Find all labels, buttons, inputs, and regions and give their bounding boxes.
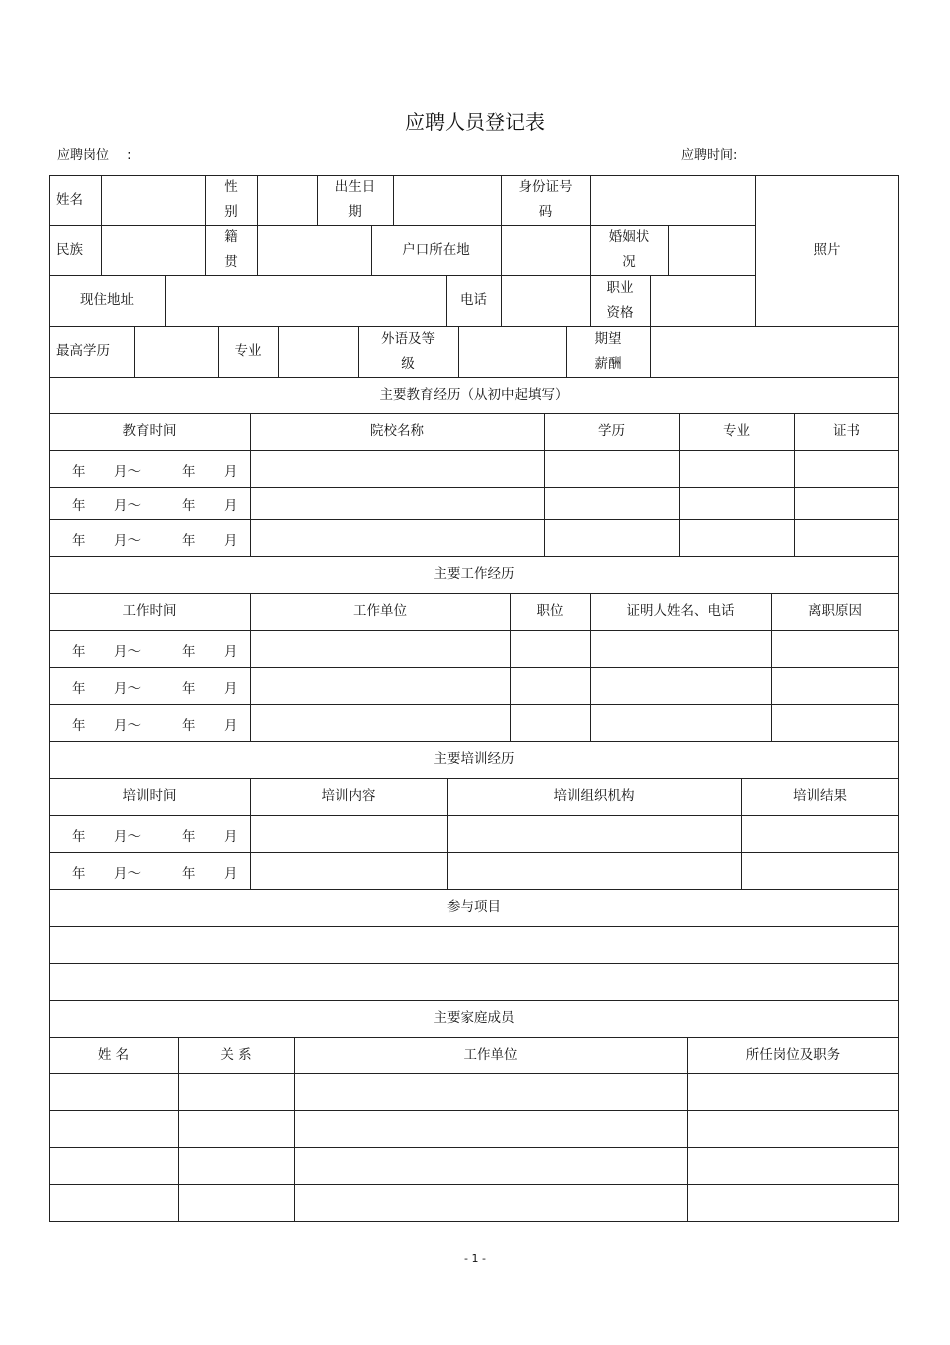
work-col-0: 工作时间 <box>122 603 177 619</box>
family-col-2: 工作单位 <box>463 1046 518 1063</box>
work-row-3-date-y1: 年 <box>72 717 86 734</box>
family-row-1-cell-1[interactable] <box>178 1073 294 1110</box>
training-row-2-cell-1[interactable] <box>250 852 447 889</box>
training-col-2: 培训组织机构 <box>553 788 635 804</box>
education-col-3: 专业 <box>723 423 750 439</box>
education-col-2: 学历 <box>598 423 625 439</box>
training-row-2-date-y1: 年 <box>72 865 86 882</box>
label-id-number-line-2: 码 <box>538 204 553 220</box>
work-row-1-date-y1: 年 <box>72 643 86 660</box>
projects-input-2[interactable] <box>49 963 899 1000</box>
education-row-2-date-m1: 月～ <box>114 498 141 514</box>
label-language-line-2: 级 <box>401 355 415 372</box>
education-row-1-cell-3[interactable] <box>679 450 794 487</box>
work-row-3-cell-1[interactable] <box>250 704 510 741</box>
work-row-1-cell-4[interactable] <box>771 630 899 667</box>
family-row-4-cell-1[interactable] <box>178 1184 294 1221</box>
education-row-3-date-m1: 月～ <box>114 532 141 549</box>
major-input[interactable] <box>278 326 358 377</box>
label-native-place-line-1: 籍 <box>224 229 238 245</box>
time-label: 应聘时间: <box>681 148 738 163</box>
work-col-3: 证明人姓名、电话 <box>626 603 735 619</box>
label-expected-salary-line-1: 期望 <box>594 330 622 347</box>
label-birth-line-1: 出生日 <box>334 179 376 195</box>
work-row-3-cell-2[interactable] <box>510 704 590 741</box>
training-col-1: 培训内容 <box>321 788 376 804</box>
training-col-0: 培训时间 <box>122 788 177 804</box>
education-row-2-cell-2[interactable] <box>544 487 679 519</box>
projects-section-title: 参与项目 <box>447 899 501 915</box>
work-section-title: 主要工作经历 <box>433 566 515 582</box>
training-row-1-date-m2: 月 <box>224 828 238 845</box>
label-expected-salary-line-2: 薪酬 <box>594 355 622 372</box>
language-input[interactable] <box>458 326 566 377</box>
training-row-2-date-m1: 月～ <box>114 865 141 882</box>
education-row-1-date-y2: 年 <box>182 463 196 480</box>
label-id-number <box>501 175 590 225</box>
address-input[interactable] <box>165 275 446 326</box>
family-section-title: 主要家庭成员 <box>433 1010 515 1026</box>
education-row-2-date-y2: 年 <box>182 498 196 514</box>
education-row-3-cell-2[interactable] <box>544 519 679 556</box>
label-birth-line-2: 期 <box>348 204 362 220</box>
label-name: 姓名 <box>56 191 83 208</box>
label-expected-salary <box>566 326 650 377</box>
native-place-input[interactable] <box>257 225 371 275</box>
work-row-3-date-y2: 年 <box>182 717 196 734</box>
training-row-1-cell-3[interactable] <box>741 815 899 852</box>
label-marital-status-line-1: 婚姻状 <box>608 229 650 245</box>
work-row-2-cell-1[interactable] <box>250 667 510 704</box>
training-section-title: 主要培训经历 <box>433 751 515 767</box>
work-row-2-date-y1: 年 <box>72 680 86 697</box>
label-qualification <box>590 275 650 326</box>
family-row-2-cell-1[interactable] <box>178 1110 294 1147</box>
family-row-3-cell-1[interactable] <box>178 1147 294 1184</box>
education-row-1-date-m2: 月 <box>224 463 238 480</box>
salary-input[interactable] <box>650 326 899 377</box>
label-ethnicity: 民族 <box>56 241 83 258</box>
family-col-0: 姓 名 <box>97 1046 130 1063</box>
label-native-place-line-2: 贯 <box>224 254 238 270</box>
family-row-4-cell-3[interactable] <box>687 1184 899 1221</box>
education-col-0: 教育时间 <box>122 423 177 439</box>
education-input[interactable] <box>134 326 218 377</box>
work-row-3-date-m2: 月 <box>224 717 238 734</box>
education-row-3-cell-3[interactable] <box>679 519 794 556</box>
work-row-2-cell-2[interactable] <box>510 667 590 704</box>
page-title: 应聘人员登记表 <box>405 110 545 134</box>
work-row-3-cell-4[interactable] <box>771 704 899 741</box>
education-row-1-cell-2[interactable] <box>544 450 679 487</box>
work-col-4: 离职原因 <box>808 603 862 619</box>
work-row-1-cell-2[interactable] <box>510 630 590 667</box>
label-gender <box>205 175 257 225</box>
work-row-3-date-m1: 月～ <box>114 717 141 734</box>
education-col-1: 院校名称 <box>370 423 424 439</box>
label-gender-line-1: 性 <box>224 179 238 195</box>
projects-input-1[interactable] <box>49 926 899 963</box>
family-col-1: 关 系 <box>220 1046 252 1063</box>
education-row-2-cell-3[interactable] <box>679 487 794 519</box>
work-row-2-date-m2: 月 <box>224 680 238 697</box>
family-row-3-cell-0[interactable] <box>49 1147 178 1184</box>
training-row-2-date-m2: 月 <box>224 865 238 882</box>
gender-input[interactable] <box>257 175 317 225</box>
education-section-title: 主要教育经历（从初中起填写） <box>379 386 569 403</box>
education-col-4: 证书 <box>833 423 860 439</box>
work-col-2: 职位 <box>536 603 564 619</box>
education-row-2-date-y1: 年 <box>72 498 86 514</box>
label-language <box>358 326 458 377</box>
education-row-1-date-m1: 月～ <box>114 463 141 480</box>
family-row-3-cell-2[interactable] <box>294 1147 687 1184</box>
work-row-1-cell-1[interactable] <box>250 630 510 667</box>
work-col-1: 工作单位 <box>353 603 407 619</box>
training-row-2-date-y2: 年 <box>182 865 196 882</box>
label-major: 专业 <box>234 343 262 359</box>
hukou-input[interactable] <box>501 225 590 275</box>
qualification-input[interactable] <box>650 275 755 326</box>
training-col-3: 培训结果 <box>793 788 847 804</box>
work-row-1-date-y2: 年 <box>182 643 196 660</box>
family-row-2-cell-2[interactable] <box>294 1110 687 1147</box>
work-row-1-date-m1: 月～ <box>114 643 141 660</box>
label-qualification-line-1: 职业 <box>606 279 634 296</box>
label-marital-status <box>590 225 668 275</box>
education-row-2-cell-1[interactable] <box>250 487 544 519</box>
education-row-3-date-m2: 月 <box>224 532 238 549</box>
marital-input[interactable] <box>668 225 755 275</box>
family-col-3: 所任岗位及职务 <box>745 1046 841 1063</box>
label-native-place <box>205 225 257 275</box>
education-row-3-date-y1: 年 <box>72 532 86 549</box>
label-qualification-line-2: 资格 <box>606 304 634 321</box>
family-row-1-cell-2[interactable] <box>294 1073 687 1110</box>
label-language-line-1: 外语及等 <box>381 330 435 347</box>
family-row-2-cell-0[interactable] <box>49 1110 178 1147</box>
name-input[interactable] <box>101 175 205 225</box>
label-marital-status-line-2: 况 <box>622 254 636 270</box>
work-row-2-cell-3[interactable] <box>590 667 771 704</box>
family-row-2-cell-3[interactable] <box>687 1110 899 1147</box>
ethnicity-input[interactable] <box>101 225 205 275</box>
label-gender-line-2: 别 <box>224 204 238 220</box>
photo-box: 照片 <box>813 242 841 258</box>
id-number-input[interactable] <box>590 175 755 225</box>
label-phone: 电话 <box>460 292 487 308</box>
training-row-1-date-y2: 年 <box>182 828 196 845</box>
family-row-1-cell-3[interactable] <box>687 1073 899 1110</box>
education-row-3-date-y2: 年 <box>182 532 196 549</box>
training-row-1-date-m1: 月～ <box>114 828 141 845</box>
education-row-1-date-y1: 年 <box>72 463 86 480</box>
family-row-4-cell-0[interactable] <box>49 1184 178 1221</box>
education-row-1-cell-1[interactable] <box>250 450 544 487</box>
education-row-3-cell-4[interactable] <box>794 519 899 556</box>
training-row-2-cell-3[interactable] <box>741 852 899 889</box>
label-hukou: 户口所在地 <box>402 241 470 258</box>
phone-input[interactable] <box>501 275 590 326</box>
label-birth <box>317 175 393 225</box>
work-row-3-cell-3[interactable] <box>590 704 771 741</box>
page-number: - 1 - <box>464 1252 486 1265</box>
label-id-number-line-1: 身份证号 <box>518 179 573 195</box>
position-label-text: 应聘岗位 <box>57 148 110 163</box>
training-row-2-cell-2[interactable] <box>447 852 741 889</box>
work-row-1-cell-3[interactable] <box>590 630 771 667</box>
work-row-2-date-y2: 年 <box>182 680 196 697</box>
education-row-1-cell-4[interactable] <box>794 450 899 487</box>
work-row-1-date-m2: 月 <box>224 643 238 660</box>
training-row-1-cell-1[interactable] <box>250 815 447 852</box>
family-row-4-cell-2[interactable] <box>294 1184 687 1221</box>
label-highest-education: 最高学历 <box>56 343 110 359</box>
label-address: 现住地址 <box>80 292 134 308</box>
training-row-1-cell-2[interactable] <box>447 815 741 852</box>
family-row-1-cell-0[interactable] <box>49 1073 178 1110</box>
work-row-2-cell-4[interactable] <box>771 667 899 704</box>
work-row-2-date-m1: 月～ <box>114 680 141 697</box>
birth-input[interactable] <box>393 175 501 225</box>
position-colon: : <box>127 148 132 163</box>
training-row-1-date-y1: 年 <box>72 828 86 845</box>
education-row-2-cell-4[interactable] <box>794 487 899 519</box>
education-row-3-cell-1[interactable] <box>250 519 544 556</box>
education-row-2-date-m2: 月 <box>224 498 238 514</box>
family-row-3-cell-3[interactable] <box>687 1147 899 1184</box>
